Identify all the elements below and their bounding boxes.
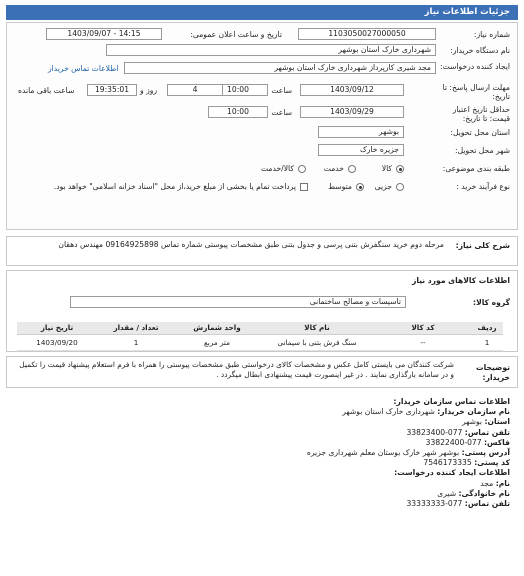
category-service-label: خدمت bbox=[323, 164, 344, 173]
table-row bbox=[17, 334, 503, 350]
cell-row: 1 bbox=[471, 334, 503, 350]
col-date: تاریخ نیاز bbox=[17, 322, 97, 334]
validity-date-field: 1403/09/29 bbox=[300, 106, 404, 118]
postal-value: 7546173335 bbox=[423, 458, 472, 468]
cell-unit: متر مربع bbox=[175, 334, 259, 350]
buyer-notes-label: توضیحات خریدار: bbox=[475, 363, 510, 382]
fax-label: فاکس: bbox=[483, 437, 510, 447]
org-row bbox=[307, 407, 510, 417]
treasury-payment-checkbox[interactable] bbox=[300, 183, 308, 191]
address-row bbox=[307, 448, 510, 458]
address-label: آدرس پستی: bbox=[461, 448, 510, 458]
process-medium-radio[interactable] bbox=[356, 183, 364, 191]
city-field: جزیره خارک bbox=[318, 144, 404, 156]
postal-label: کد پستی: bbox=[474, 458, 510, 468]
col-code: کد کالا bbox=[375, 322, 471, 334]
deadline-time-field: 10:00 bbox=[208, 84, 268, 96]
contact-province-row bbox=[307, 417, 510, 427]
buyer-name-label: نام دستگاه خریدار: bbox=[450, 46, 510, 55]
col-qty: تعداد / مقدار bbox=[97, 322, 175, 334]
deadline-date-field: 1403/09/12 bbox=[300, 84, 404, 96]
category-goods-radio[interactable] bbox=[396, 165, 404, 173]
buyer-name-field: شهرداری خارک استان بوشهر bbox=[106, 44, 436, 56]
phone-value: 077-33823400 bbox=[406, 427, 463, 437]
deadline-time-word: ساعت bbox=[271, 86, 292, 95]
process-medium-label: متوسط bbox=[328, 182, 352, 191]
creator-phone-label: تلفن تماس: bbox=[464, 499, 510, 509]
buyer-contact-link[interactable]: اطلاعات تماس خریدار bbox=[48, 64, 119, 73]
creator-phone-value: 077-33333333 bbox=[406, 499, 463, 509]
page-title: جزئیات اطلاعات نیاز bbox=[6, 5, 518, 20]
treasury-payment-note: پرداخت تمام یا بخشی از مبلغ خرید،از محل "اسناد خزانه اسلامی" خواهد بود. bbox=[53, 182, 296, 191]
family-value: شیری bbox=[437, 488, 457, 498]
family-row bbox=[307, 489, 510, 499]
fax-value: 077-33822400 bbox=[425, 437, 482, 447]
process-partial-label: جزیی bbox=[374, 182, 392, 191]
announce-label: تاریخ و ساعت اعلان عمومی: bbox=[190, 30, 282, 39]
cell-qty: 1 bbox=[97, 334, 175, 350]
org-value: شهرداری خارک استان بوشهر bbox=[342, 407, 435, 417]
creator-label: ایجاد کننده درخواست: bbox=[440, 62, 510, 71]
need-number-field: 1103050027000050 bbox=[298, 28, 436, 40]
city-label: شهر محل تحویل: bbox=[455, 146, 510, 155]
goods-table bbox=[17, 322, 503, 351]
goods-heading: اطلاعات کالاهای مورد نیاز bbox=[411, 276, 510, 285]
goods-group-field: تاسیسات و مصالح ساختمانی bbox=[70, 296, 406, 308]
fax-row bbox=[307, 438, 510, 448]
category-goods-service-radio[interactable] bbox=[298, 165, 306, 173]
phone-row bbox=[307, 428, 510, 438]
contact-province-value: بوشهر bbox=[461, 417, 483, 427]
col-unit: واحد شمارش bbox=[175, 322, 259, 334]
validity-time-field: 10:00 bbox=[208, 106, 268, 118]
process-label: نوع فرآیند خرید : bbox=[456, 182, 510, 191]
goods-table-header bbox=[17, 322, 503, 334]
process-partial-radio[interactable] bbox=[396, 183, 404, 191]
creator-field: مجد شیری کارپرداز شهرداری خارک استان بوشهر bbox=[124, 62, 436, 74]
summary-text: مرحله دوم خرید سنگفرش بتنی پرسی و جدول بتنی طبق مشخصات پیوستی شماره تماس 09164925898 مهندس دهقان bbox=[58, 240, 444, 249]
address-value: بوشهر شهر خارک بوستان معلم شهرداری جزیره bbox=[306, 448, 460, 458]
validity-time-word: ساعت bbox=[271, 108, 292, 117]
col-row: ردیف bbox=[471, 322, 503, 334]
days-count-field: 4 bbox=[167, 84, 223, 96]
cell-name: سنگ فرش بتنی با سیمانی bbox=[259, 334, 375, 350]
name-row bbox=[307, 479, 510, 489]
category-label: طبقه بندی موضوعی: bbox=[442, 164, 510, 173]
name-label: نام: bbox=[495, 478, 510, 488]
summary-label: شرح کلی نیاز: bbox=[455, 241, 510, 250]
cell-date: 1403/09/20 bbox=[17, 334, 97, 350]
need-number-label: شماره نیاز: bbox=[473, 30, 510, 39]
province-label: استان محل تحویل: bbox=[450, 128, 510, 137]
category-goods-service-label: کالا/خدمت bbox=[260, 164, 294, 173]
announce-field: 1403/09/07 - 14:15 bbox=[46, 28, 162, 40]
org-label: نام سازمان خریدار: bbox=[437, 407, 510, 417]
goods-group-label: گروه کالا: bbox=[473, 298, 510, 307]
deadline-label: مهلت ارسال پاسخ: تا تاریخ: bbox=[442, 83, 510, 101]
province-field: بوشهر bbox=[318, 126, 404, 138]
days-word: روز و bbox=[140, 86, 158, 95]
contact-province-label: استان: bbox=[484, 417, 510, 427]
family-label: نام خانوادگی: bbox=[458, 488, 510, 498]
cell-code: -- bbox=[375, 334, 471, 350]
remaining-time-field: 19:35:01 bbox=[87, 84, 137, 96]
category-goods-label: کالا bbox=[381, 164, 392, 173]
col-name: نام کالا bbox=[259, 322, 375, 334]
category-service-radio[interactable] bbox=[348, 165, 356, 173]
validity-label: حداقل تاریخ اعتبار قیمت: تا تاریخ: bbox=[452, 105, 510, 123]
creator-phone-row bbox=[307, 499, 510, 509]
postal-row bbox=[307, 458, 510, 468]
contact-heading: اطلاعات تماس سازمان خریدار: bbox=[393, 397, 510, 406]
contact-section bbox=[307, 397, 510, 509]
name-value: مجد bbox=[480, 478, 494, 488]
remaining-label: ساعت باقی مانده bbox=[18, 86, 75, 95]
buyer-notes-text: شرکت کنندگان می بایستی کامل عکس و مشخصات کالای درخواستی طبق مشخصات پیوستی را همراه با فرم استعلام پیشنهاد قیمت را تکمیل و در سامانه بارگذاری نمایند . در غیر اینصورت قیمت پیشنهادی ابطال میگردد . bbox=[19, 360, 454, 379]
phone-label: تلفن تماس: bbox=[464, 427, 510, 437]
creator-heading: اطلاعات ایجاد کننده درخواست: bbox=[394, 468, 510, 478]
